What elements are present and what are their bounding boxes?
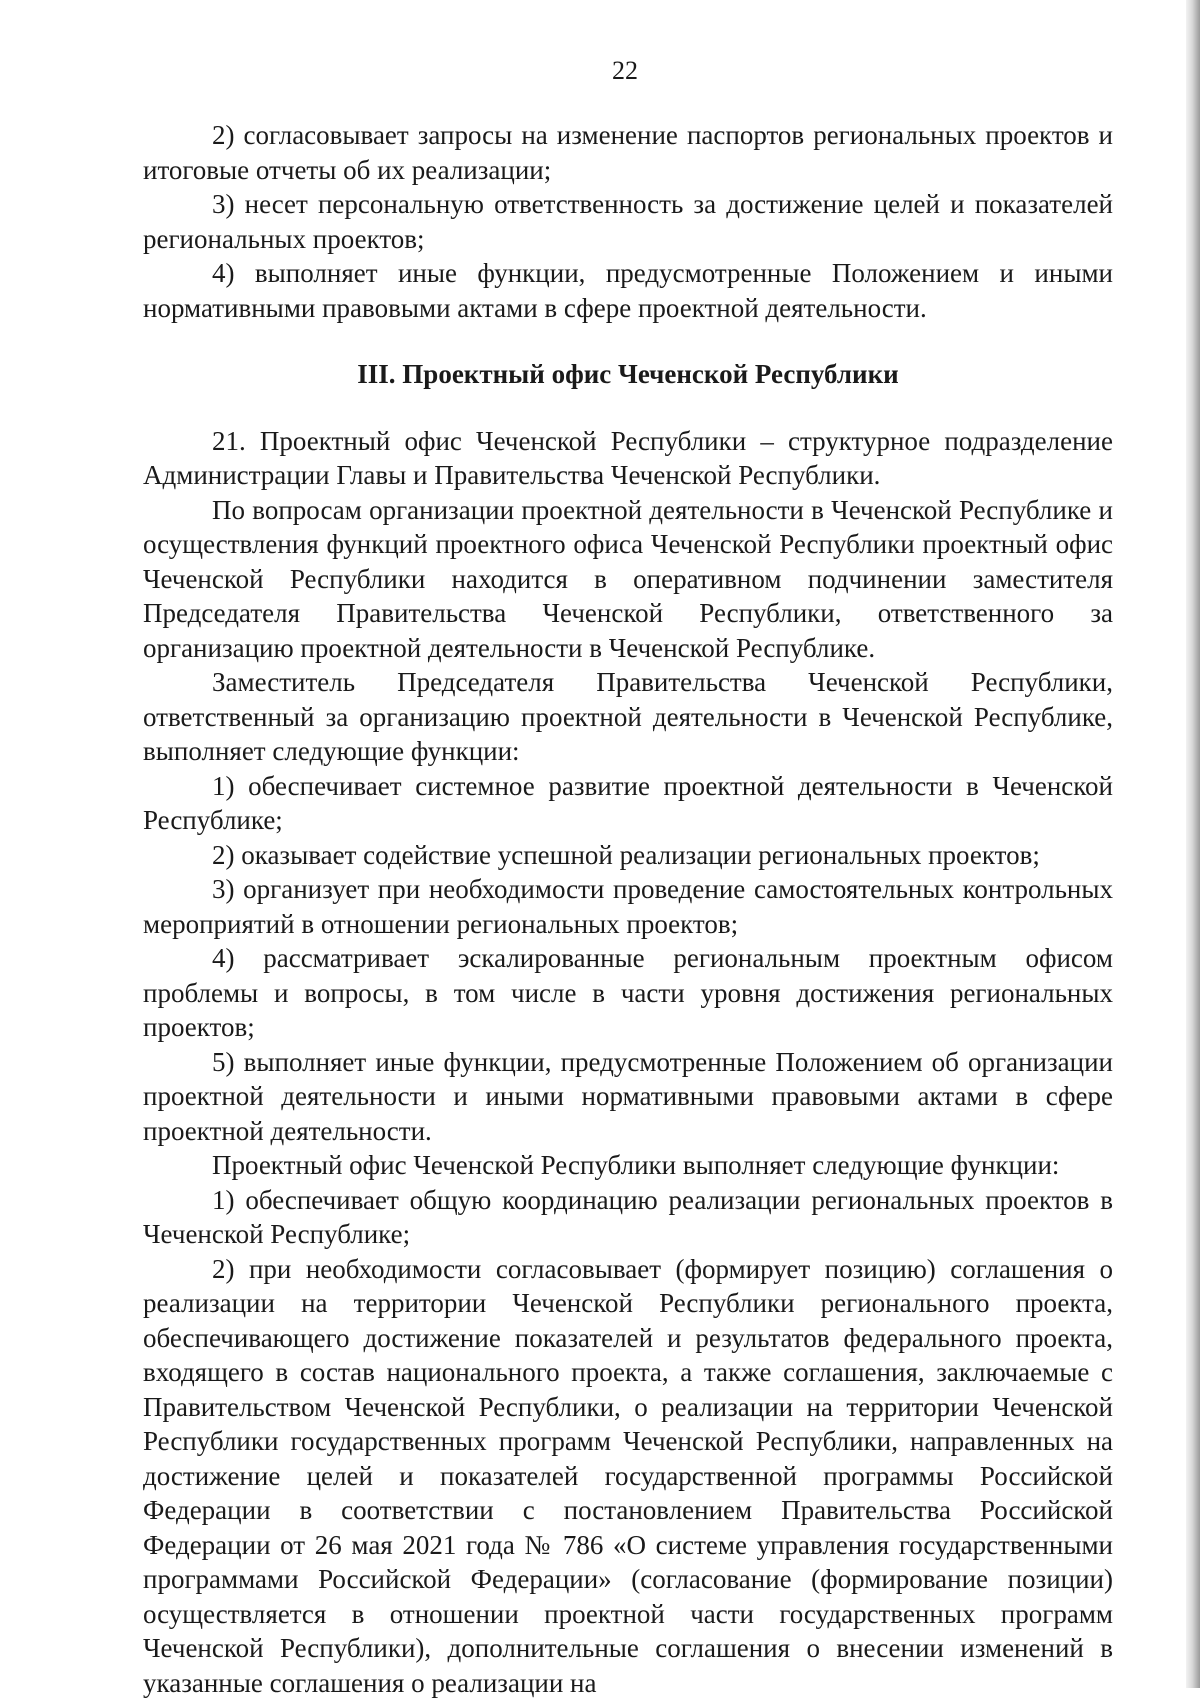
deputy-function-4: 4) рассматривает эскалированные региональным проектным офисом проблемы и вопросы, в том числе в части уровня достижения региональных проектов; (143, 941, 1113, 1045)
section-heading: III. Проектный офис Чеченской Республики (143, 357, 1113, 392)
list-item-3: 3) несет персональную ответственность за достижение целей и показателей региональных проектов; (143, 187, 1113, 256)
paragraph-office-functions-intro: Проектный офис Чеченской Республики выполняет следующие функции: (143, 1148, 1113, 1183)
paragraph-21: 21. Проектный офис Чеченской Республики – структурное подразделение Администрации Главы и Правительства Чеченской Республики. (143, 424, 1113, 493)
paragraph-deputy-functions-intro: Заместитель Председателя Правительства Чеченской Республики, ответственный за организацию проектной деятельности в Чеченской Республике, выполняет следующие функции: (143, 665, 1113, 769)
paragraph-subordination: По вопросам организации проектной деятельности в Чеченской Республике и осуществления функций проектного офиса Чеченской Республики проектный офис Чеченской Республики находится в оперативном подчинении заместителя Председателя Правительства Чеченской Республики, ответственного за организацию проектной деятельности в Чеченской Республике. (143, 493, 1113, 666)
deputy-function-5: 5) выполняет иные функции, предусмотренные Положением об организации проектной деятельности и иными нормативными правовыми актами в сфере проектной деятельности. (143, 1045, 1113, 1149)
office-function-1: 1) обеспечивает общую координацию реализации региональных проектов в Чеченской Республике; (143, 1183, 1113, 1252)
scan-edge-shadow (1186, 0, 1200, 1688)
list-item-4: 4) выполняет иные функции, предусмотренные Положением и иными нормативными правовыми актами в сфере проектной деятельности. (143, 256, 1113, 325)
office-function-2: 2) при необходимости согласовывает (формирует позицию) соглашения о реализации на территории Чеченской Республики регионального проекта, обеспечивающего достижение показателей и результатов федерального проекта, входящего в состав национального проекта, а также соглашения, заключаемые с Правительством Чеченской Республики, о реализации на территории Чеченской Республики государственных программ Чеченской Республики, направленных на достижение целей и показателей государственной программы Российской Федерации в соответствии с постановлением Правительства Российской Федерации от 26 мая 2021 года № 786 «О системе управления государственными программами Российской Федерации» (согласование (формирование позиции) осуществляется в отношении проектной части государственных программ Чеченской Республики), дополнительные соглашения о внесении изменений в указанные соглашения о реализации на (143, 1252, 1113, 1700)
list-item-2: 2) согласовывает запросы на изменение паспортов региональных проектов и итоговые отчеты об их реализации; (143, 118, 1113, 187)
page-number: 22 (0, 56, 1200, 86)
deputy-function-3: 3) организует при необходимости проведение самостоятельных контрольных мероприятий в отношении региональных проектов; (143, 872, 1113, 941)
deputy-function-2: 2) оказывает содействие успешной реализации региональных проектов; (143, 838, 1113, 873)
page-body (143, 118, 1113, 1700)
deputy-function-1: 1) обеспечивает системное развитие проектной деятельности в Чеченской Республике; (143, 769, 1113, 838)
